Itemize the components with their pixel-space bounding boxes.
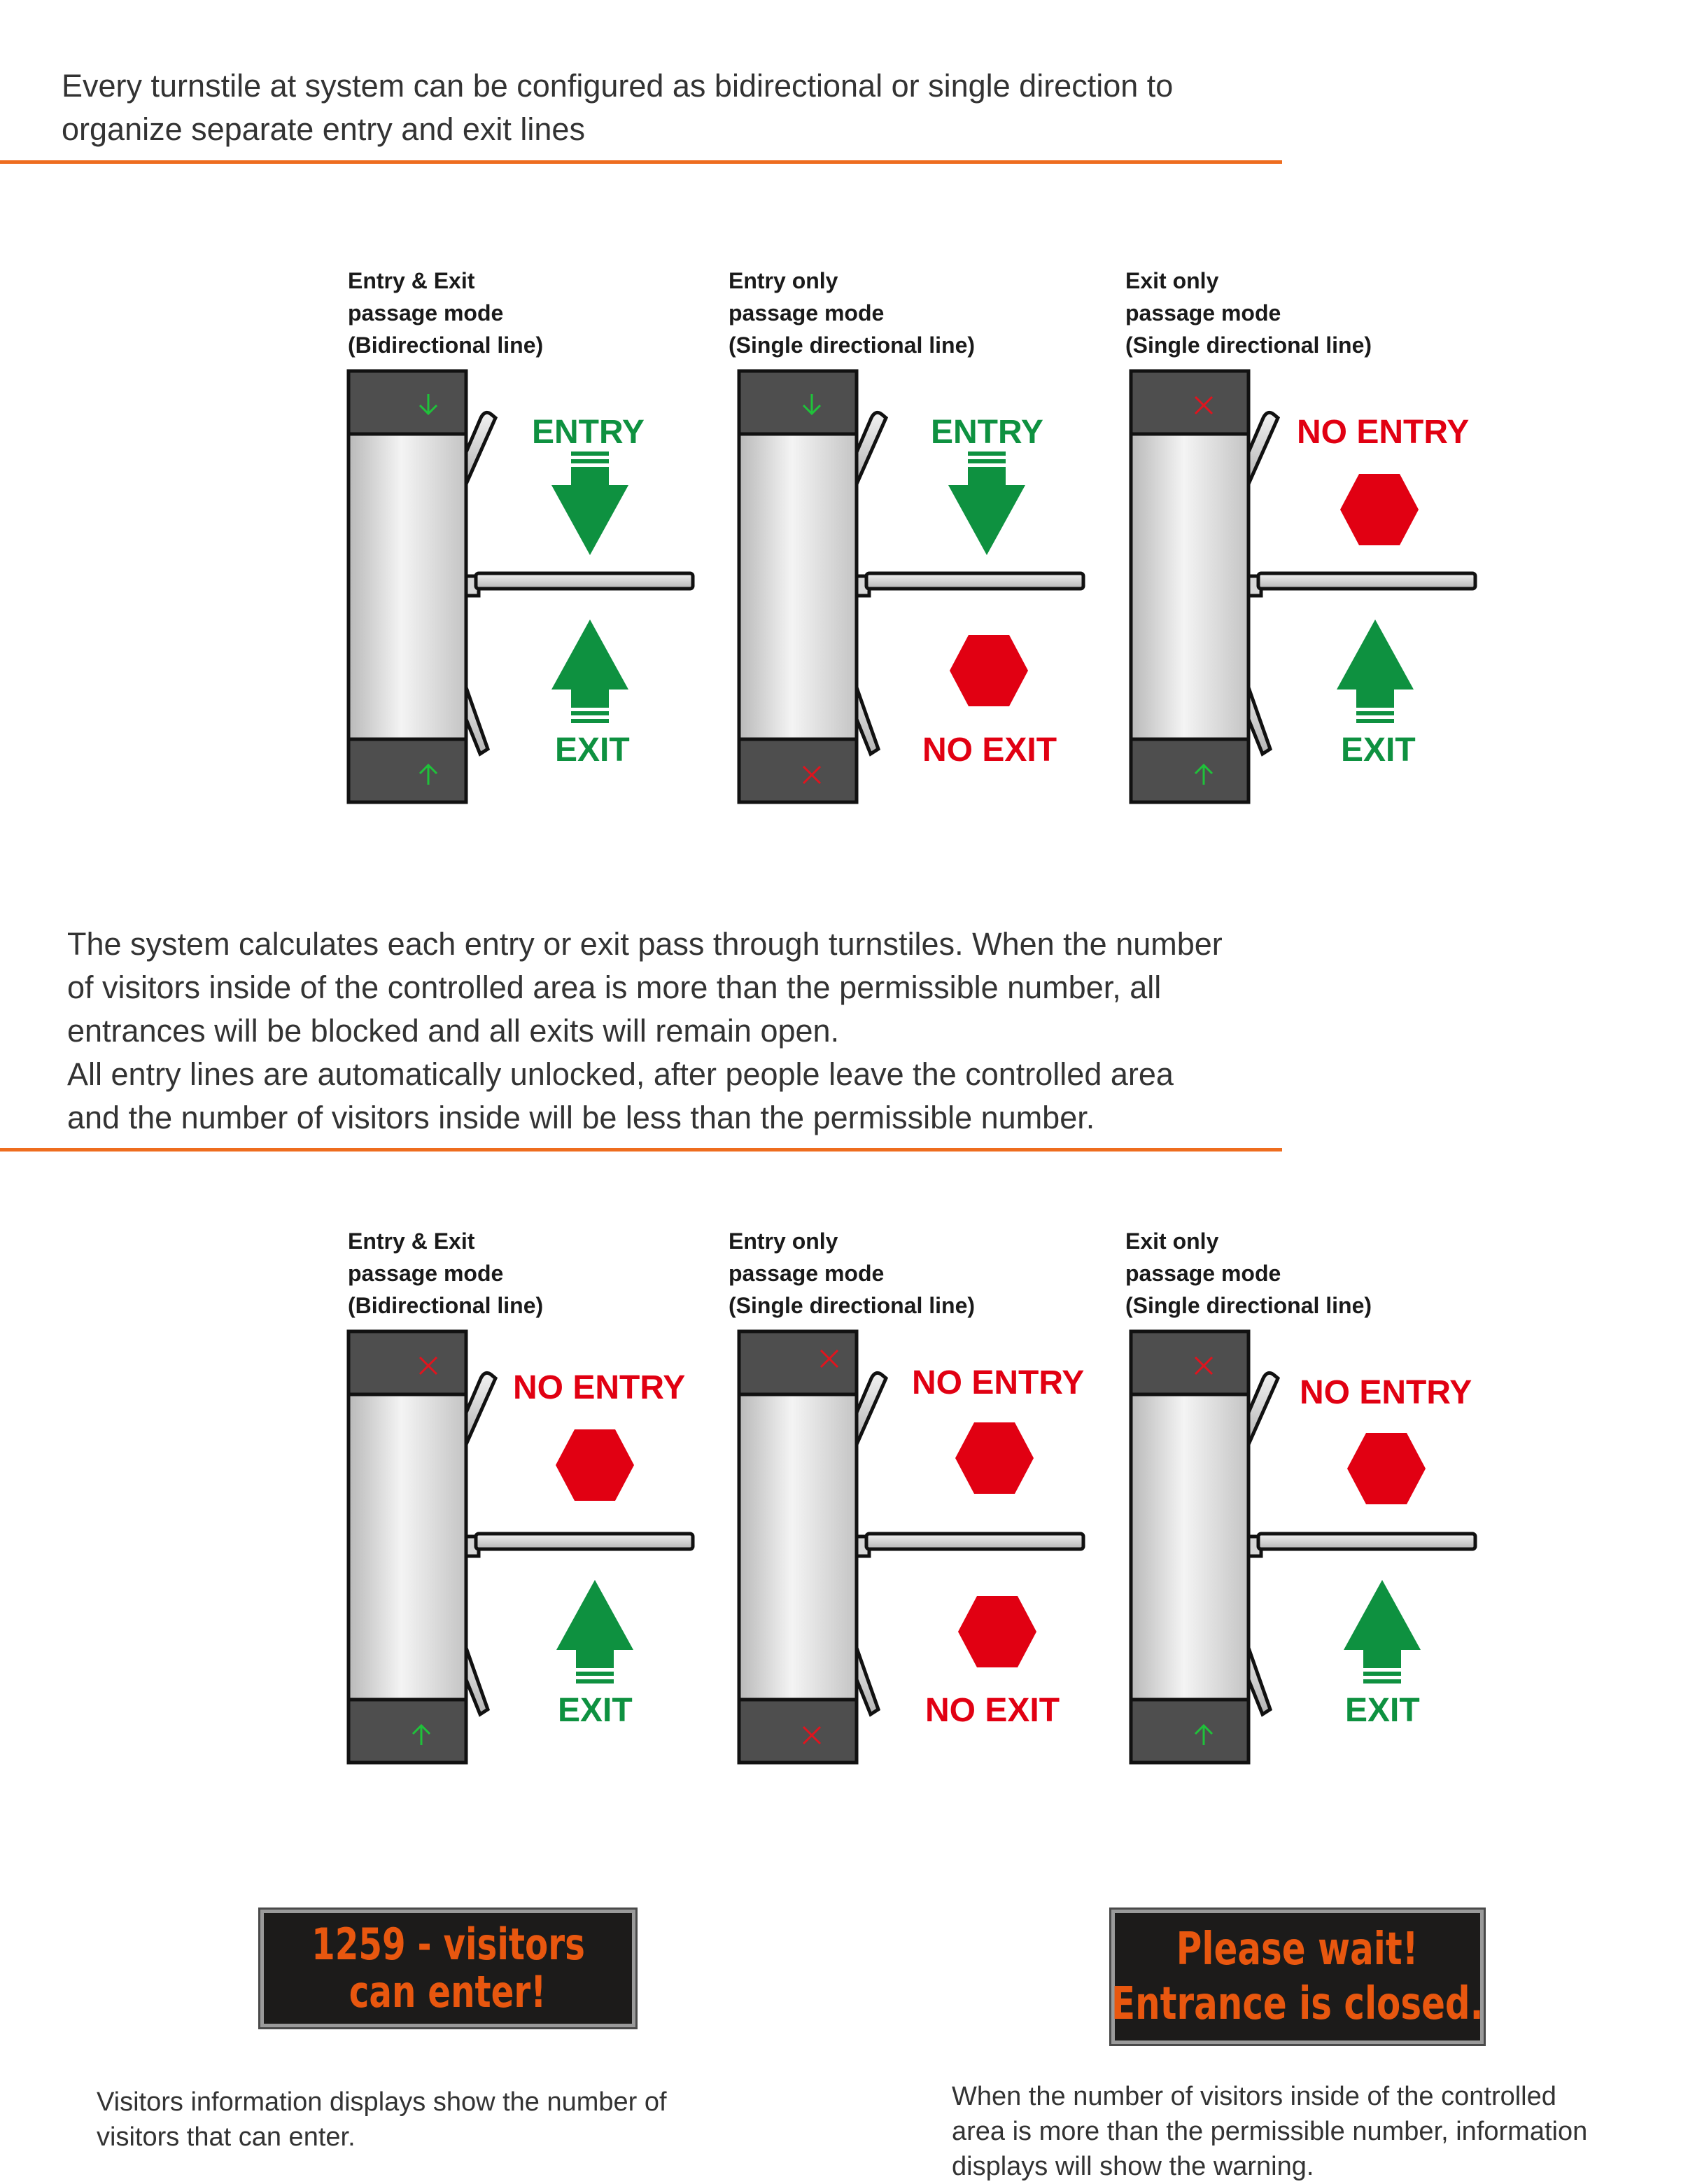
green-down-arrow-icon xyxy=(948,451,1025,556)
paragraph-line: entrances will be blocked and all exits will remain open. xyxy=(67,1013,840,1049)
paragraph-line: of visitors inside of the controlled area is more than the permissible number, all xyxy=(67,969,1162,1005)
sign-exit: EXIT xyxy=(558,1692,633,1729)
sign-no-exit: NO EXIT xyxy=(922,732,1057,769)
mode-label-line: Entry only xyxy=(729,1228,838,1254)
mode-label-bidirectional xyxy=(348,1225,740,1322)
display-line: Please wait! xyxy=(1176,1924,1419,1975)
mode-label-exit-only xyxy=(1125,1225,1517,1322)
mode-label-line: passage mode xyxy=(1125,1261,1281,1286)
sign-no-exit: NO EXIT xyxy=(925,1692,1060,1729)
caption-line: When the number of visitors inside of the controlled xyxy=(952,2082,1556,2111)
red-hexagon-stop-icon xyxy=(554,1428,635,1502)
mode-label-entry-only xyxy=(729,1225,1120,1322)
caption-line: visitors that can enter. xyxy=(97,2122,356,2152)
warning-display-caption xyxy=(952,2079,1587,2184)
sign-exit: EXIT xyxy=(555,732,630,769)
mode-label-line: passage mode xyxy=(348,300,504,326)
sign-no-entry: NO ENTRY xyxy=(513,1369,686,1406)
orange-divider-middle xyxy=(0,1148,1282,1152)
intro-line: Every turnstile at system can be configured as bidirectional or single direction to xyxy=(62,68,1174,104)
mode-label-line: (Single directional line) xyxy=(1125,1293,1372,1318)
sign-no-entry: NO ENTRY xyxy=(1297,414,1470,451)
capacity-paragraph xyxy=(67,923,1286,1140)
mode-label-line: (Single directional line) xyxy=(729,1293,976,1318)
mode-label-line: Exit only xyxy=(1125,1228,1219,1254)
mode-label-line: Entry & Exit xyxy=(348,1228,475,1254)
paragraph-line: The system calculates each entry or exit pass through turnstiles. When the number xyxy=(67,926,1223,962)
green-up-arrow-icon xyxy=(1337,620,1414,724)
green-up-arrow-icon xyxy=(551,620,628,724)
red-hexagon-stop-icon xyxy=(1346,1432,1427,1506)
mode-label-line: (Single directional line) xyxy=(729,332,976,358)
mode-label-line: Entry & Exit xyxy=(348,268,475,293)
red-hexagon-stop-icon xyxy=(948,634,1029,708)
sign-exit: EXIT xyxy=(1345,1692,1420,1729)
display-line: 1259 - visitors xyxy=(311,1919,585,1970)
visitors-info-display xyxy=(260,1910,635,2027)
red-hexagon-stop-icon xyxy=(1339,472,1420,547)
mode-label-exit-only xyxy=(1125,265,1517,361)
intro-line: organize separate entry and exit lines xyxy=(62,111,585,147)
turnstile-bidirectional xyxy=(343,368,707,805)
orange-divider-top xyxy=(0,160,1282,164)
green-down-arrow-icon xyxy=(551,451,628,556)
sign-entry: ENTRY xyxy=(931,414,1043,451)
caption-line: displays will show the warning. xyxy=(952,2152,1314,2181)
caption-line: Visitors information displays show the number of xyxy=(97,2087,667,2117)
visitors-display-caption xyxy=(97,2085,667,2155)
paragraph-line: All entry lines are automatically unlocked, after people leave the controlled area xyxy=(67,1056,1174,1092)
mode-label-line: passage mode xyxy=(729,300,885,326)
red-hexagon-stop-icon xyxy=(957,1595,1038,1669)
mode-label-line: Exit only xyxy=(1125,268,1219,293)
mode-label-line: Entry only xyxy=(729,268,838,293)
mode-label-entry-only xyxy=(729,265,1120,361)
red-hexagon-stop-icon xyxy=(954,1421,1035,1495)
mode-label-line: (Bidirectional line) xyxy=(348,1293,544,1318)
mode-label-line: passage mode xyxy=(1125,300,1281,326)
caption-line: area is more than the permissible number, information xyxy=(952,2117,1588,2146)
intro-text xyxy=(62,64,1293,151)
display-line: Entrance is closed. xyxy=(1111,1978,1484,2030)
sign-no-entry: NO ENTRY xyxy=(1300,1374,1472,1411)
sign-no-entry: NO ENTRY xyxy=(912,1364,1085,1401)
mode-label-line: passage mode xyxy=(348,1261,504,1286)
display-line: can enter! xyxy=(349,1966,547,2017)
mode-label-line: passage mode xyxy=(729,1261,885,1286)
mode-label-bidirectional xyxy=(348,265,740,361)
mode-label-line: (Bidirectional line) xyxy=(348,332,544,358)
mode-label-line: (Single directional line) xyxy=(1125,332,1372,358)
sign-entry: ENTRY xyxy=(532,414,645,451)
green-up-arrow-icon xyxy=(556,1580,633,1685)
paragraph-line: and the number of visitors inside will be less than the permissible number. xyxy=(67,1100,1095,1135)
warning-info-display xyxy=(1111,1910,1484,2044)
green-up-arrow-icon xyxy=(1344,1580,1421,1685)
sign-exit: EXIT xyxy=(1341,732,1416,769)
